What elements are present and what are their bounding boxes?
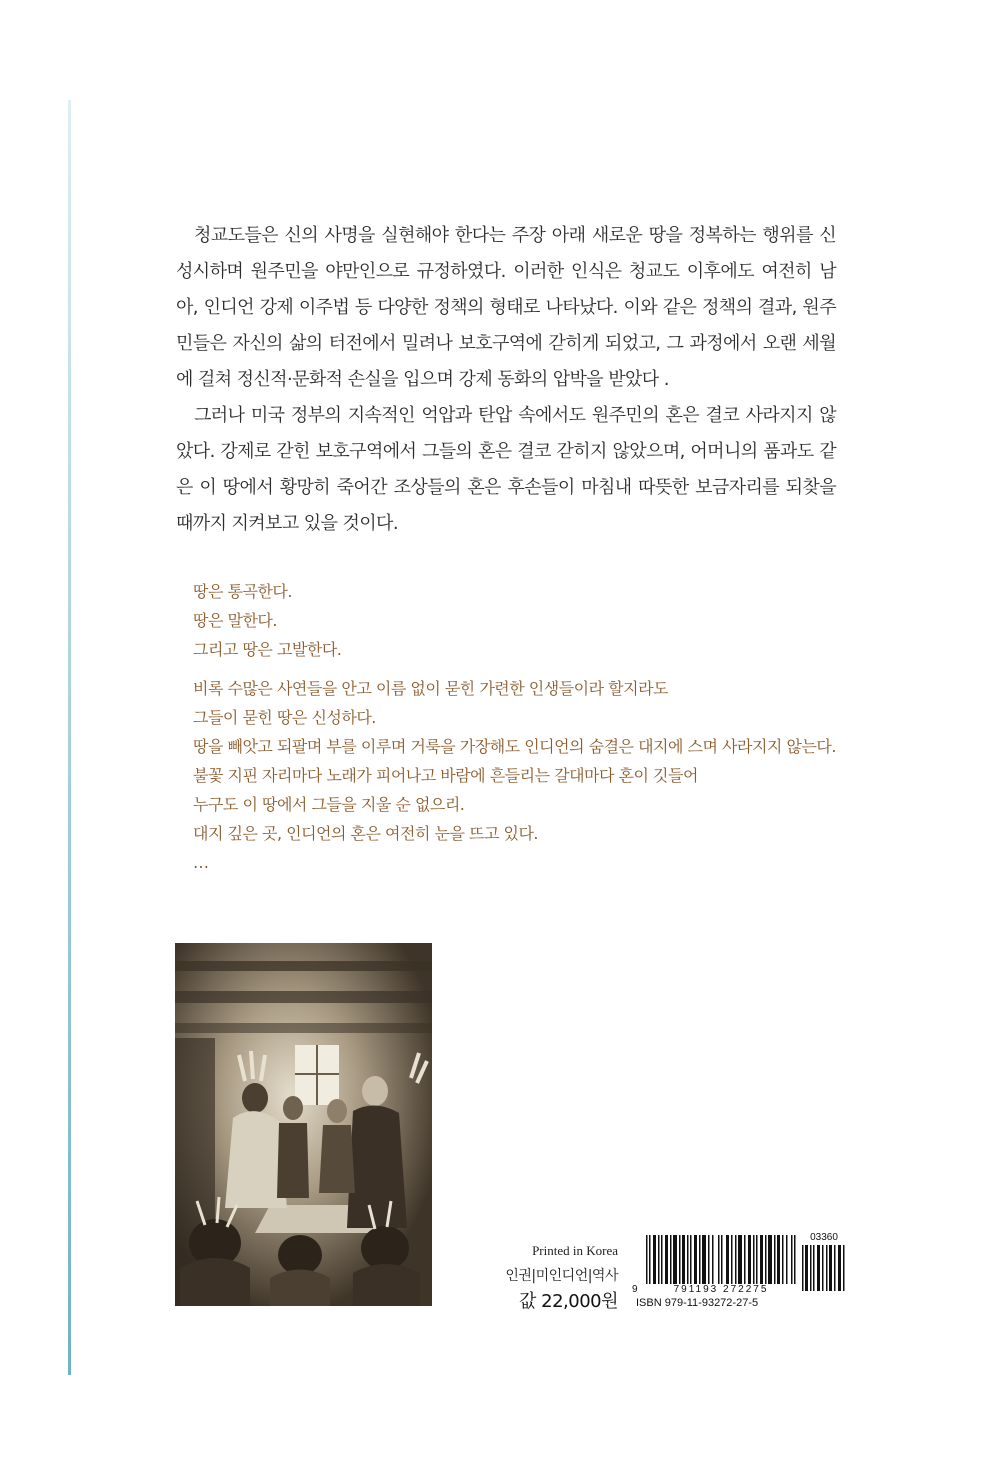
- poem: [193, 577, 853, 887]
- spine-accent-line: [68, 100, 71, 1375]
- poem-stanza-2: [193, 674, 853, 877]
- printed-in-korea: Printed in Korea: [532, 1243, 618, 1258]
- isbn-barcode: [620, 1233, 850, 1313]
- sepia-illustration: [175, 943, 432, 1306]
- poem-line: 그들이 묻힌 땅은 신성하다.: [193, 708, 376, 727]
- poem-line: …: [193, 853, 209, 872]
- body-paragraph-2: 그러나 미국 정부의 지속적인 억압과 탄압 속에서도 원주민의 혼은 결코 사라지지 않았다. 강제로 갇힌 보호구역에서 그들의 혼은 결코 갇히지 않았으며, 어머니의 품과도 같은 이 땅에서 황망히 죽어간 조상들의 혼은 후손들이 마침내 따뜻한 보금자리를 되찾을 때까지 지켜보고 있을 것이다.: [176, 405, 836, 534]
- poem-line: 비록 수많은 사연들을 안고 이름 없이 묻힌 가련한 인생들이라 할지라도: [193, 679, 668, 698]
- poem-line: 누구도 이 땅에서 그들을 지울 순 없으리.: [193, 795, 465, 814]
- barcode-guard-digit: 9: [632, 1284, 638, 1295]
- poem-line: 땅을 빼앗고 되팔며 부를 이루며 거룩을 가장해도 인디언의 숨결은 대지에 스며 사라지지 않는다.: [193, 737, 836, 756]
- body-paragraph-1: 청교도들은 신의 사명을 실현해야 한다는 주장 아래 새로운 땅을 정복하는 행위를 신성시하며 원주민을 야만인으로 규정하였다. 이러한 인식은 청교도 이후에도 여전히 남아, 인디언 강제 이주법 등 다양한 정책의 형태로 나타났다. 이와 같은 정책의 결과, 원주민들은 자신의 삶의 터전에서 밀려나 보호구역에 갇히게 되었고, 그 과정에서 오랜 세월에 걸쳐 정신적·문화적 손실을 입으며 강제 동화의 압박을 받았다 .: [176, 225, 836, 390]
- book-category: 인권|미인디언|역사: [505, 1268, 618, 1284]
- barcode-addon-digits: 03360: [810, 1232, 838, 1243]
- poem-line: 땅은 말한다.: [193, 611, 277, 630]
- poem-stanza-1: [193, 577, 853, 664]
- barcode-main-bars: [646, 1235, 796, 1291]
- poem-line: 불꽃 지핀 자리마다 노래가 피어나고 바람에 흔들리는 갈대마다 혼이 깃들어: [193, 766, 698, 785]
- body-text: [176, 218, 836, 542]
- isbn-number: ISBN 979-11-93272-27-5: [636, 1297, 759, 1309]
- book-price: 값 22,000원: [519, 1291, 618, 1312]
- poem-line: 대지 깊은 곳, 인디언의 혼은 여전히 눈을 뜨고 있다.: [193, 824, 538, 843]
- barcode-addon-bars: [802, 1245, 846, 1291]
- poem-line: 땅은 통곡한다.: [193, 582, 292, 601]
- poem-line: 그리고 땅은 고발한다.: [193, 640, 342, 659]
- barcode-main-digits: 791193 272275: [646, 1284, 796, 1295]
